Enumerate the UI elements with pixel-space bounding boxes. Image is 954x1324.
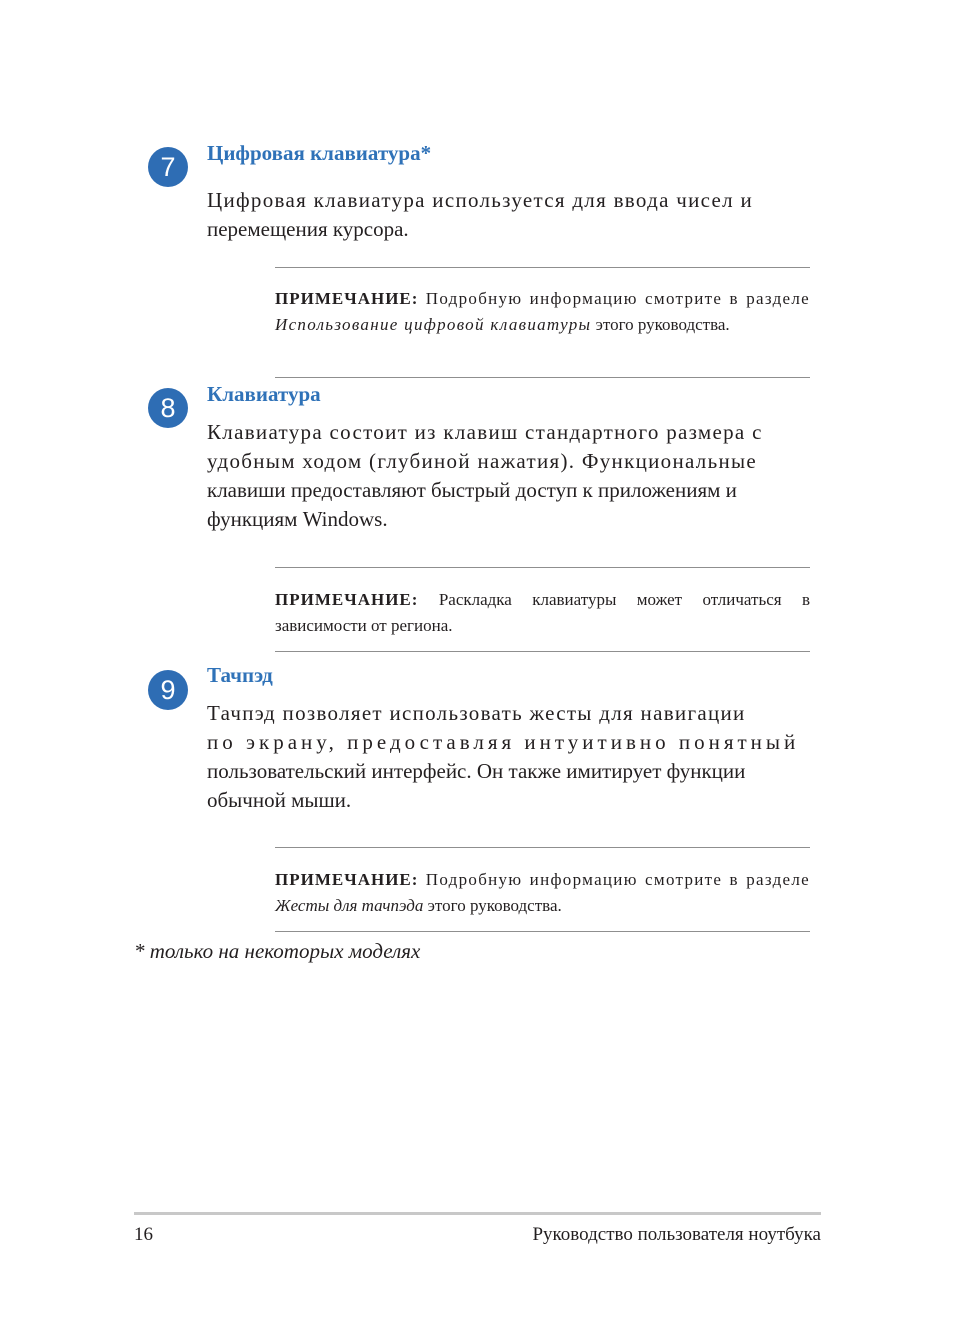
note-label: ПРИМЕЧАНИЕ: xyxy=(275,289,419,308)
page-number: 16 xyxy=(134,1224,153,1245)
note-text: Подробную информацию смотрите в разделе xyxy=(418,289,810,308)
note-reference: Жесты для тачпэда xyxy=(275,896,424,915)
note-text: этого руководства. xyxy=(591,315,730,334)
note-bottom-divider xyxy=(275,377,810,378)
note-box xyxy=(275,587,810,639)
note-bottom-divider xyxy=(275,931,810,932)
note-label: ПРИМЕЧАНИЕ: xyxy=(275,590,419,609)
note-bottom-divider xyxy=(275,651,810,652)
section-body xyxy=(207,699,810,815)
note-top-divider xyxy=(275,847,810,848)
body-line: Цифровая клавиатура используется для ввода чисел и xyxy=(207,188,753,212)
body-line: Клавиатура состоит из клавиш стандартного размера с xyxy=(207,420,763,444)
footer-divider xyxy=(134,1212,821,1215)
note-text: этого руководства. xyxy=(423,896,562,915)
body-line: Тачпэд позволяет использовать жесты для навигации xyxy=(207,701,746,725)
section-heading: Цифровая клавиатура* xyxy=(207,141,432,165)
section-body xyxy=(207,418,810,534)
section-number-badge: 9 xyxy=(148,670,188,710)
note-top-divider xyxy=(275,567,810,568)
note-text: Подробную информацию смотрите в разделе xyxy=(418,870,810,889)
body-line: по экрану, предоставляя интуитивно понятный xyxy=(207,730,800,754)
body-line: функциям Windows. xyxy=(207,507,388,531)
footer-title: Руководство пользователя ноутбука xyxy=(532,1224,821,1245)
note-box xyxy=(275,286,810,338)
body-line: обычной мыши. xyxy=(207,788,352,812)
note-text: Раскладка клавиатуры может отличаться в зависимости от региона. xyxy=(275,590,810,635)
note-reference: Использование цифровой клавиатуры xyxy=(275,315,592,334)
body-line: пользовательский интерфейс. Он также имитирует функции xyxy=(207,759,746,783)
section-heading: Тачпэд xyxy=(207,663,273,687)
body-line: клавиши предоставляют быстрый доступ к приложениям и xyxy=(207,478,737,502)
note-top-divider xyxy=(275,267,810,268)
section-number-badge: 7 xyxy=(148,147,188,187)
note-label: ПРИМЕЧАНИЕ: xyxy=(275,870,419,889)
body-line: перемещения курсора. xyxy=(207,217,409,241)
footnote: * только на некоторых моделях xyxy=(134,939,421,963)
body-line: удобным ходом (глубиной нажатия). Функциональные xyxy=(207,449,758,473)
note-box xyxy=(275,867,810,919)
section-body xyxy=(207,186,810,244)
section-number-badge: 8 xyxy=(148,388,188,428)
section-heading: Клавиатура xyxy=(207,382,321,406)
